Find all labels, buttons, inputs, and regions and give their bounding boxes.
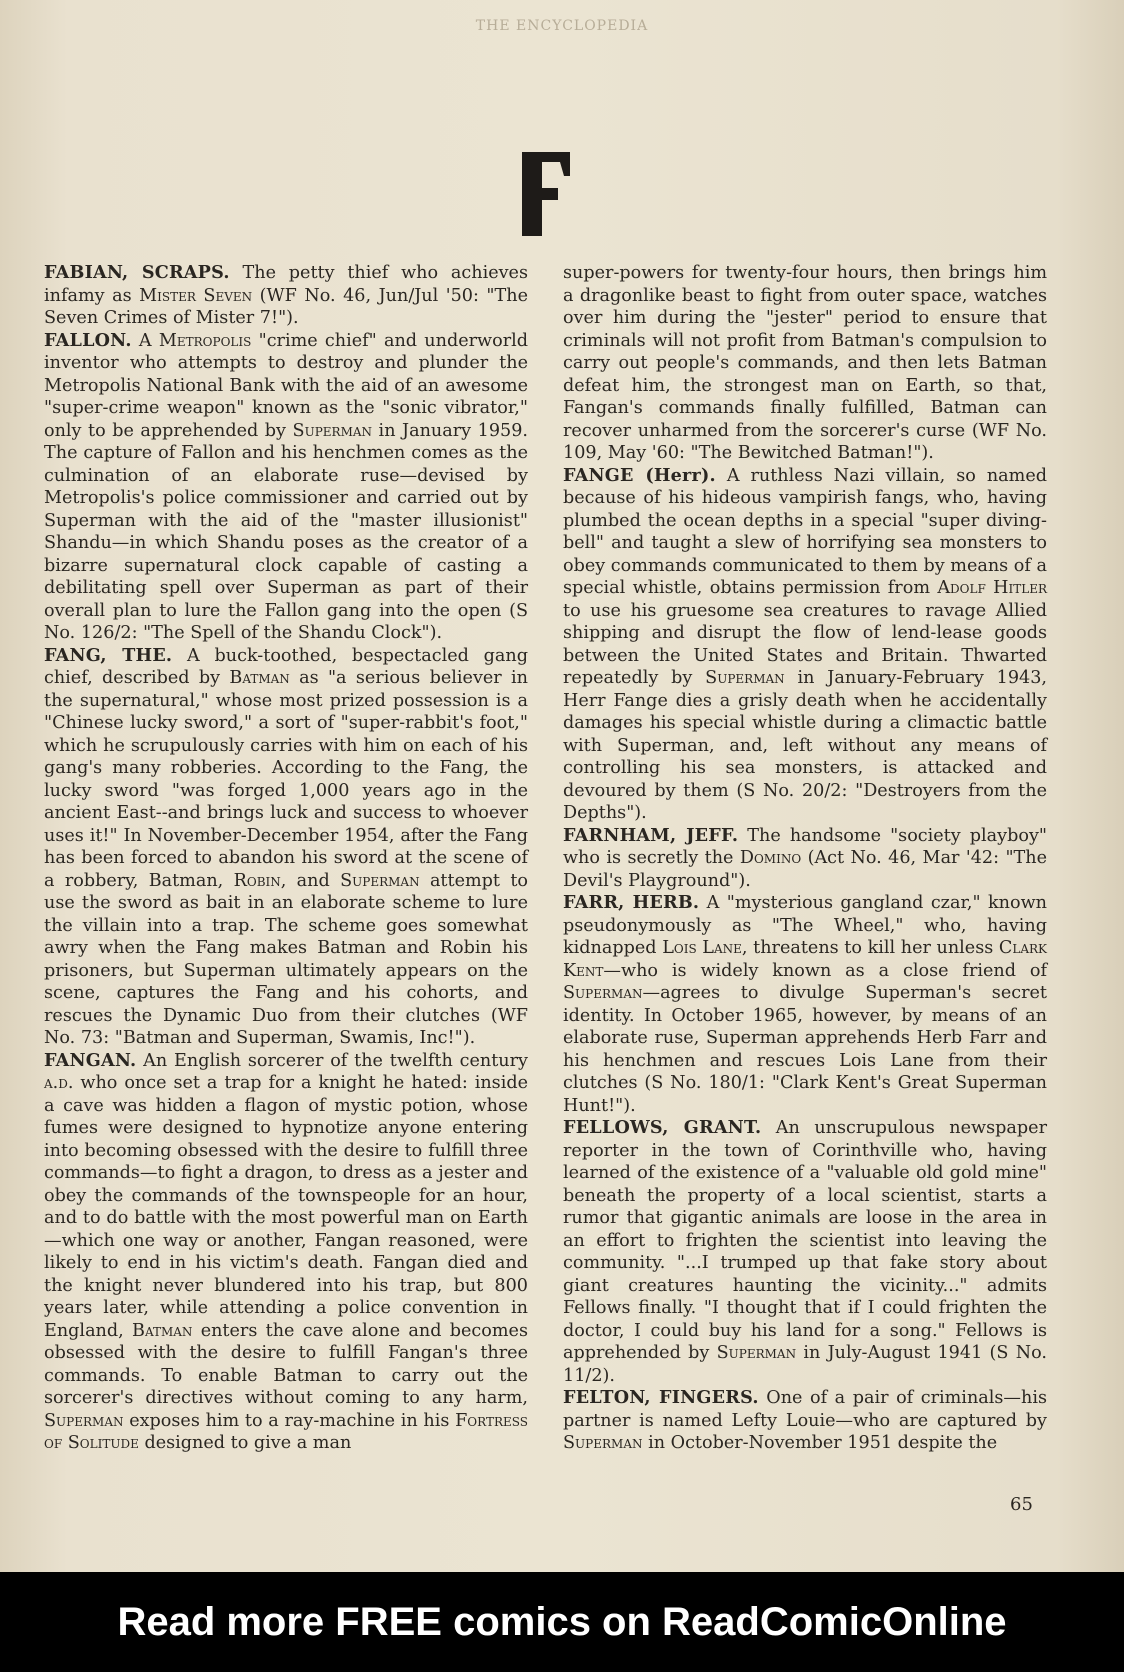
entry-text: An English sorcerer of the twelfth century	[136, 1050, 528, 1071]
cross-reference: Clark Kent	[563, 938, 1048, 981]
entry-headword: FANGE (Herr).	[563, 464, 716, 486]
entry	[563, 825, 1047, 893]
entry-text: (WF No. 46, Jun/Jul '50: "The Seven Crimes of Mister 7!").	[44, 285, 528, 328]
page-number: 65	[1010, 1494, 1033, 1515]
cross-reference: Superman	[716, 1343, 797, 1363]
entry-text: , threatens to kill her unless	[741, 938, 999, 958]
entry-text: exposes him to a ray-machine in his	[123, 1410, 456, 1431]
entry-headword: FELLOWS, GRANT.	[563, 1117, 762, 1138]
entry-text: super-powers for twenty-four hours, then brings him a dragonlike beast to fight from outer space, watches over him during the "jester" period to ensure that criminals will not profit from Batman's compulsion to carry out people's commands, and then lets Batman defeat him, the strongest man on Earth, so that, Fangan's commands finally fulfilled, Batman can recover unharmed from the sorcerer's curse (WF No. 109, May '60: "The Bewitched Batman!").	[563, 263, 1047, 463]
cross-reference: Mister Seven	[139, 285, 253, 306]
entry-text: as "a serious believer in the supernatural," whose most prized possession is a "Chinese lucky sword," a sort of "super-rabbit's foot," which he scrupulously carries with him on each of his gang's many robberies. According to the Fang, the lucky sword "was forged 1,000 years ago in the ancient East--and brings luck and success to whoever uses it!" In November-December 1954, after the Fang has been forced to abandon his sword at the scene of a robbery, Batman,	[44, 668, 528, 891]
entry-text: in January-February 1943, Herr Fange dies a grisly death when he accidentally damages his special whistle during a climactic battle with Superman, and, left without any means of controlling his sea monsters, is attacked and devoured by them (S No. 20/2: "Destroyers from the Depths").	[563, 668, 1047, 823]
entry-text: who once set a trap for a knight he hated: inside a cave was hidden a flagon of mystic potion, whose fumes were designed to hypnotize anyone entering into becoming obsessed with the desire to fulfill three commands—to fight a dragon, to dress as a jester and obey the commands of the townspeople for an hour, and to do battle with the most powerful man on Earth—which one way or another, Fangan reasoned, were likely to end in his victim's death. Fangan died and the knight never blundered into his trap, but 800 years later, while attending a police convention in England,	[44, 1073, 528, 1341]
cross-reference: Fortress of Solitude	[44, 1410, 528, 1453]
right-column	[563, 262, 1047, 1455]
cross-reference: Superman	[563, 983, 643, 1003]
entry-text: A "mysterious gangland czar," known pseudonymously as "The Wheel," who, having kidnapped	[563, 893, 1047, 958]
entry	[563, 1387, 1047, 1455]
cross-reference: Superman	[44, 1410, 124, 1431]
cross-reference: Batman	[132, 1320, 193, 1341]
entry-text: A	[131, 330, 159, 351]
section-letter-icon	[520, 150, 572, 238]
entry-text: to use his gruesome sea creatures to ravage Allied shipping and disrupt the flow of lend-lease goods between the United States and Britain. Thwarted repeatedly by	[563, 600, 1047, 688]
cross-reference: Metropolis	[158, 330, 252, 351]
entry-headword: FELTON, FINGERS.	[563, 1387, 759, 1408]
cross-reference: Batman	[229, 668, 290, 688]
entry-text: "crime chief" and underworld inventor who attempts to destroy and plunder the Metropolis National Bank with the aid of an awesome "super-crime weapon" known as the "sonic vibrator," only to be apprehended by	[44, 330, 528, 441]
cross-reference: Robin	[233, 870, 281, 891]
cross-reference: Adolf Hitler	[937, 578, 1047, 598]
entry-text: in July-August 1941 (S No. 11/2).	[563, 1343, 1047, 1386]
entry	[563, 1117, 1047, 1387]
entry-text: , and	[280, 870, 341, 891]
cross-reference: Superman	[340, 870, 420, 891]
entry-text: A ruthless Nazi villain, so named because of his hideous vampirish fangs, who, having plumbed the ocean depths in a special "super diving-bell" and taught a slew of horrifying sea monsters to obey commands communicated to them by means of a special whistle, obtains permission from	[563, 465, 1047, 598]
entry	[563, 465, 1047, 825]
entry	[44, 645, 528, 1050]
entry	[44, 1050, 528, 1455]
entry-text: designed to give a man	[138, 1433, 352, 1453]
entry-text: The handsome "society playboy" who is secretly the	[563, 825, 1047, 868]
entry-headword: FABIAN, SCRAPS.	[44, 262, 230, 283]
left-column	[44, 262, 528, 1455]
cross-reference: a.d.	[44, 1073, 74, 1093]
entry-text: in October-November 1951 despite the	[642, 1433, 998, 1453]
entry-text: —agrees to divulge Superman's secret identity. In October 1965, however, by means of an elaborate ruse, Superman apprehends Herb Farr and his henchmen and rescues Lois Lane from their clutches (S No. 180/1: "Clark Kent's Great Superman Hunt!").	[563, 983, 1047, 1116]
cross-reference: Superman	[563, 1433, 643, 1453]
entry-headword: FANGAN.	[44, 1049, 137, 1071]
entry-text: in January 1959. The capture of Fallon and his henchmen comes as the culmination of an elaborate ruse—devised by Metropolis's police commissioner and carried out by Superman with the aid of the "master illusionist" Shandu—in which Shandu poses as the creator of a bizarre supernatural clock capable of casting a debilitating spell over Superman as part of their overall plan to lure the Fallon gang into the open (S No. 126/2: "The Spell of the Shandu Clock").	[44, 420, 528, 643]
entry-text: One of a pair of criminals—his partner is named Lefty Louie—who are captured by	[563, 1388, 1047, 1431]
entry	[44, 262, 528, 330]
entry-text: The petty thief who achieves infamy as	[44, 263, 528, 306]
cross-reference: Superman	[705, 668, 785, 688]
entry-headword: FARNHAM, JEFF.	[563, 824, 739, 846]
entry-headword: FALLON.	[44, 329, 132, 351]
entry	[44, 330, 528, 645]
entry-text: —who is widely known as a close friend of	[603, 960, 1047, 981]
entry	[563, 262, 1047, 465]
cross-reference: Domino	[739, 848, 802, 868]
entry-headword: FARR, HERB.	[563, 892, 700, 913]
entry-text: A buck-toothed, bespectacled gang chief, described by	[44, 645, 528, 688]
entry-text: An unscrupulous newspaper reporter in the town of Corinthville who, having learned of the existence of a "valuable old gold mine" beneath the property of a local scientist, starts a rumor that gigantic animals are loose in the area in an effort to frighten the scientist into leaving the community. "...I trumped up that fake story about giant creatures haunting the vicinity..." admits Fellows finally. "I thought that if I could frighten the doctor, I could buy his land for a song." Fellows is apprehended by	[563, 1118, 1047, 1363]
entry-headword: FANG, THE.	[44, 644, 173, 666]
cross-reference: Superman	[292, 420, 373, 441]
promo-banner[interactable]: Read more FREE comics on ReadComicOnline	[0, 1572, 1124, 1672]
entry-text: enters the cave alone and becomes obsessed with the desire to fulfill Fangan's three commands. To enable Batman to carry out the sorcerer's directives without coming to any harm,	[44, 1320, 528, 1408]
entry	[563, 892, 1047, 1117]
running-head: THE ENCYCLOPEDIA	[475, 18, 649, 34]
entry-text: (Act No. 46, Mar '42: "The Devil's Playground").	[563, 848, 1048, 891]
entry-text: attempt to use the sword as bait in an elaborate scheme to lure the villain into a trap. The scheme goes somewhat awry when the Fang makes Batman and Robin his prisoners, but Superman ultimately appears on the scene, captures the Fang and his cohorts, and rescues the Dynamic Duo from their clutches (WF No. 73: "Batman and Superman, Swamis, Inc!").	[44, 870, 528, 1048]
cross-reference: Lois Lane	[662, 938, 742, 958]
